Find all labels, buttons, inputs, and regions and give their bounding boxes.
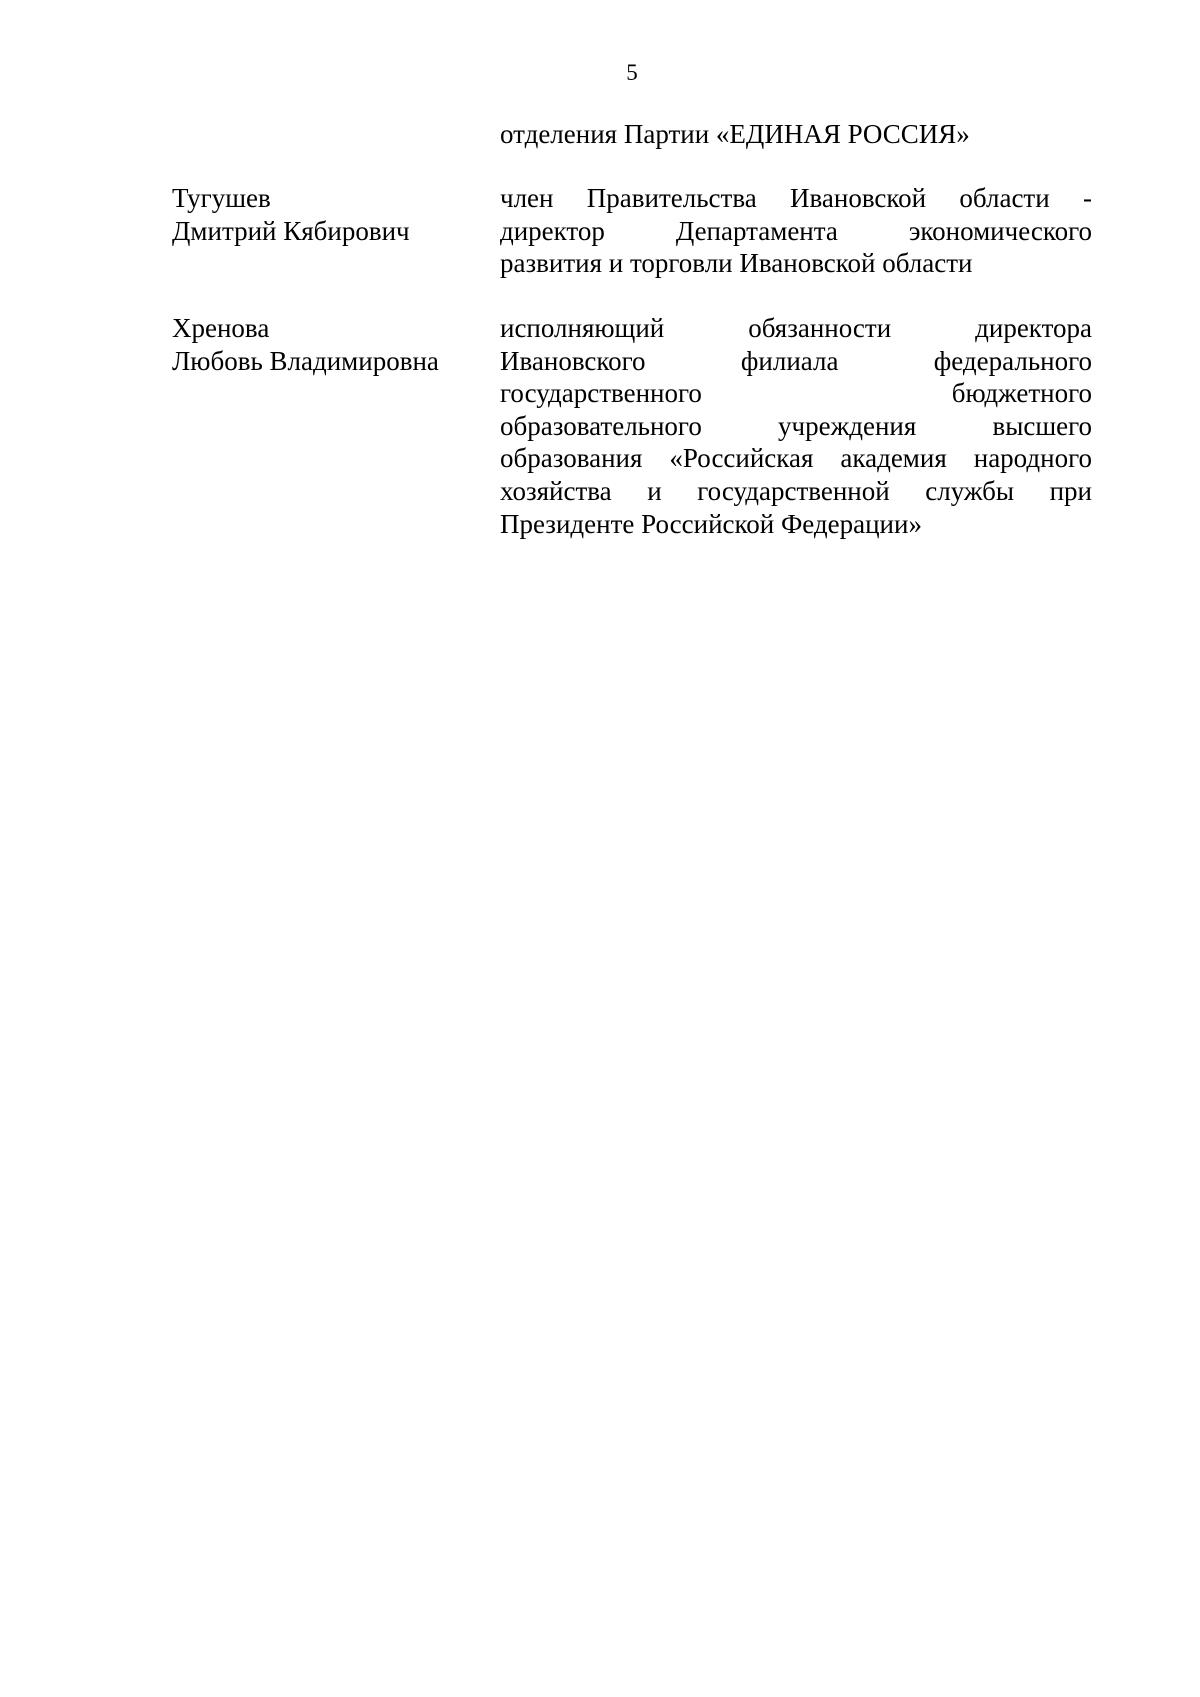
position-line: государственного бюджетного: [500, 378, 1092, 409]
position-line: образовательного учреждения высшего: [500, 410, 1092, 441]
position-line: директор Департамента экономического: [500, 215, 1092, 246]
member-name: [172, 312, 492, 377]
continuation-text: отделения Партии «ЕДИНАЯ РОССИЯ»: [500, 119, 970, 149]
position-line: Ивановского филиала федерального: [500, 345, 1092, 376]
position-line: развития и торговли Ивановской области: [500, 248, 973, 279]
position-line: член Правительства Ивановской области -: [500, 183, 1092, 213]
member-surname: Хренова: [172, 313, 270, 343]
member-given-names: Любовь Владимировна: [172, 345, 439, 376]
position-line: образования «Российская академия народного: [500, 443, 1092, 474]
position-line: Президенте Российской Федерации»: [500, 508, 922, 539]
position-line: исполняющий обязанности директора: [500, 313, 1092, 343]
member-position: [500, 182, 1092, 280]
member-name: [172, 182, 492, 247]
member-position: [500, 312, 1092, 540]
page-number: 5: [626, 60, 638, 85]
position-line: хозяйства и государственной службы при: [500, 475, 1092, 506]
member-given-names: Дмитрий Кябирович: [172, 215, 410, 246]
member-surname: Тугушев: [172, 183, 271, 213]
